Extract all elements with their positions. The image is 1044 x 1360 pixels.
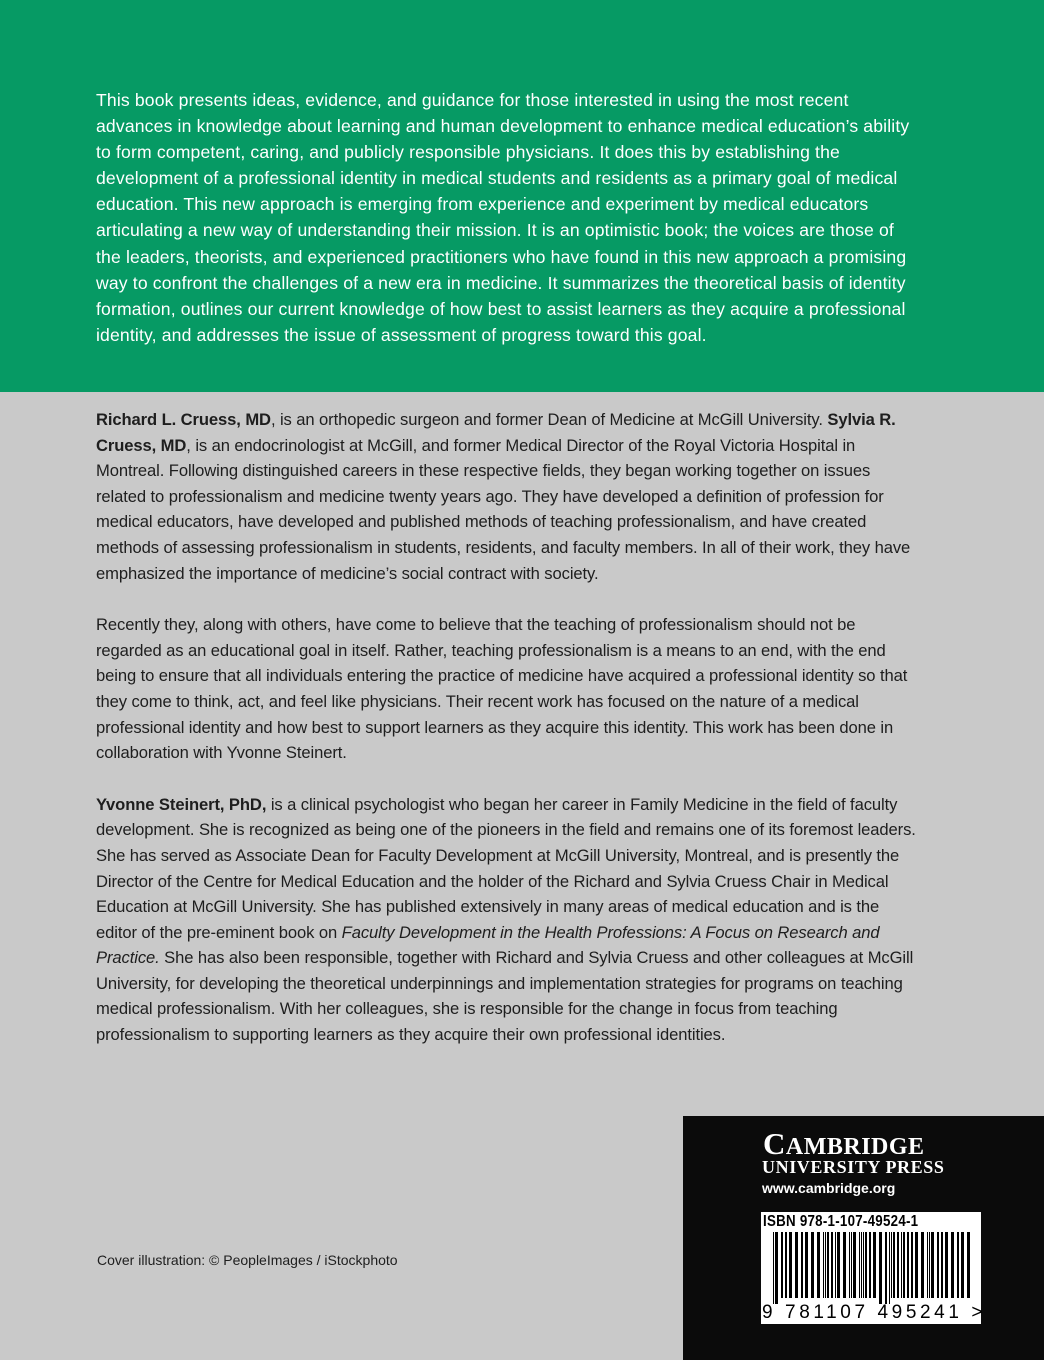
bio-steinert <box>96 792 916 1048</box>
barcode-bar <box>823 1232 824 1298</box>
barcode-bar <box>915 1232 918 1298</box>
barcode-bar <box>897 1232 899 1298</box>
barcode-bar <box>889 1232 890 1304</box>
barcode-bar <box>781 1232 783 1298</box>
barcode-bar <box>861 1232 862 1298</box>
barcode-bar <box>869 1232 871 1298</box>
publisher-url: www.cambridge.org <box>762 1180 896 1196</box>
author-name-richard: Richard L. Cruess, MD <box>96 410 271 429</box>
cover-credit: Cover illustration: © PeopleImages / iStockphoto <box>97 1252 398 1268</box>
barcode-bar <box>945 1232 948 1298</box>
barcode-bar <box>785 1232 787 1298</box>
barcode-bar <box>773 1232 774 1304</box>
barcode-bar <box>789 1232 792 1298</box>
barcode-digits: 9 781107 495241 > <box>762 1302 987 1323</box>
blurb-panel <box>0 0 1044 392</box>
book-description: This book presents ideas, evidence, and guidance for those interested in using the most recent advances in knowledge about learning and human development to enhance medical education’s ability to form competent, caring, and publicly responsible physicians. It does this by establishing the development of a professional identity in medical students and residents as a primary goal of medical education. This new approach is emerging from experience and experiment by medical educators articulating a new way of understanding their mission. It is an optimistic book; the voices are those of the leaders, theorists, and experienced practitioners who have found in this new approach a promising way to confront the challenges of a new era in medicine. It summarizes the theoretical basis of identity formation, outlines our current knowledge of how best to assist learners as they acquire a professional identity, and addresses the issue of assessment of progress toward this goal. <box>96 90 910 345</box>
barcode-bar <box>865 1232 867 1298</box>
barcode-bar <box>891 1232 892 1298</box>
bio-text: is a clinical psychologist who began her career in Family Medicine in the field of faculty development. She is recognized as being one of the pioneers in the field and remains one of its foremost leaders. She has served as Associate Dean for Faculty Development at McGill University, Montreal, and is presently the Director of the Centre for Medical Education and the holder of the Richard and Sylvia Cruess Chair in Medical Education at McGill University. She has published extensively in many areas of medical education and is the editor of the pre-eminent book on <box>96 794 916 942</box>
bio-text: , is an endocrinologist at McGill, and former Medical Director of the Royal Victoria Hospital in Montreal. Following distinguished careers in these respective fields, they began working together on issues related to professionalism and medicine twenty years ago. They have developed a definition of profession for medical educators, have developed and published methods of teaching professionalism, and have created methods of assessing professionalism in students, residents, and faculty members. In all of their work, they have emphasized the importance of medicine’s social contract with society. <box>96 435 911 583</box>
barcode-bar <box>879 1232 882 1304</box>
isbn-barcode <box>761 1212 987 1324</box>
barcode-bar <box>961 1232 964 1298</box>
barcode-bar <box>831 1232 833 1298</box>
barcode-bar <box>853 1232 856 1298</box>
barcode-bar <box>851 1232 852 1298</box>
barcode-bar <box>837 1232 840 1298</box>
barcode-bar <box>927 1232 928 1298</box>
barcode-bar <box>967 1232 970 1298</box>
bio-text: , is an orthopedic surgeon and former Dean of Medicine at McGill University. <box>270 410 828 429</box>
author-name-sylvia: Sylvia R. Cruess, MD <box>96 410 896 455</box>
barcode-bar <box>901 1232 902 1298</box>
barcode-bar <box>931 1232 934 1298</box>
publisher-subtitle: UNIVERSITY PRESS <box>762 1157 945 1177</box>
publisher-name-rest: AMBRIDGE <box>785 1134 925 1160</box>
bio-text: She has also been responsible, together with Richard and Sylvia Cruess and other colleagues at McGill University, for developing the theoretical underpinnings and implementation strategies for programs on teaching medical professionalism. With her colleagues, she is responsible for the change in focus from teaching professionalism to supporting learners as they acquire their own professional identities. <box>96 948 914 1045</box>
barcode-bar <box>907 1232 909 1298</box>
isbn-label: ISBN 978-1-107-49524-1 <box>763 1213 919 1230</box>
barcode-bar <box>775 1232 778 1304</box>
barcode-bar <box>849 1232 850 1298</box>
barcode-bar <box>929 1232 930 1298</box>
barcode-bar <box>951 1232 954 1298</box>
barcode-bar <box>893 1232 895 1298</box>
author-name-yvonne: Yvonne Steinert, PhD, <box>96 794 267 814</box>
barcode-bars <box>761 1232 981 1304</box>
barcode-bar <box>843 1232 846 1298</box>
author-bios <box>96 407 916 1074</box>
barcode-bar <box>801 1232 803 1298</box>
barcode-bar <box>957 1232 959 1298</box>
barcode-bar <box>835 1232 836 1298</box>
barcode-bar <box>937 1232 939 1298</box>
barcode-bar <box>941 1232 943 1298</box>
barcode-bar <box>885 1232 887 1304</box>
barcode-bar <box>795 1232 798 1298</box>
barcode-bar <box>863 1232 864 1298</box>
barcode-bar <box>811 1232 814 1298</box>
barcode-bar <box>873 1232 876 1298</box>
barcode-bar <box>911 1232 913 1298</box>
barcode-bar <box>805 1232 808 1298</box>
barcode-bar <box>825 1232 826 1298</box>
barcode-bar <box>827 1232 829 1298</box>
barcode-bar <box>903 1232 905 1298</box>
barcode-bar <box>817 1232 820 1298</box>
book-title: Faculty Development in the Health Professions: A Focus on Research and Practice. <box>96 922 880 968</box>
bio-recent-work: Recently they, along with others, have come to believe that the teaching of professionalism should not be regarded as an educational goal in itself. Rather, teaching professionalism is a means to an end, with the end being to ensure that all individuals entering the practice of medicine have acquired a professional identity so that they come to think, act, and feel like physicians. Their recent work has focused on the nature of a medical professional identity and how best to support learners as they acquire this identity. This work has been done in collaboration with Yvonne Steinert. <box>96 615 908 763</box>
barcode-bar <box>921 1232 924 1298</box>
bio-cruess <box>96 407 916 586</box>
publisher-initial: C <box>763 1126 786 1161</box>
barcode-bar <box>859 1232 860 1298</box>
